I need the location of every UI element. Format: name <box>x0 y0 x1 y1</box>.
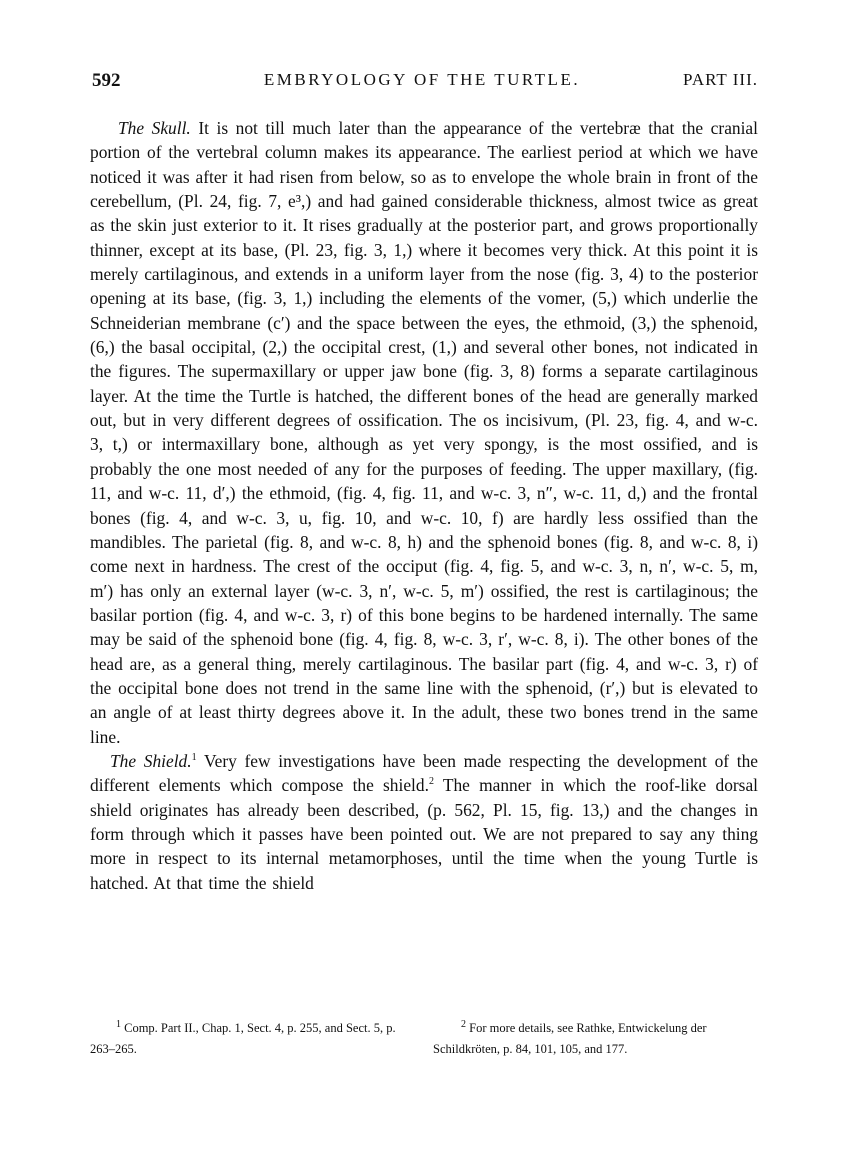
footnote-text: For more details, see Rathke, Entwickelung der Schildkröten, p. 84, 101, 105, and 177. <box>433 1021 707 1056</box>
paragraph-text: Very few investigations have been made respecting the development of the different elements which compose the shield. <box>90 750 758 796</box>
running-title: EMBRYOLOGY OF THE TURTLE. <box>263 70 581 89</box>
section-heading-skull: The Skull. <box>118 118 191 138</box>
footnote-mark: 1 <box>116 1018 121 1030</box>
paragraph-text: The manner in which the roof-like dorsal shield originates has already been described, (p. 562, Pl. 15, fig. 13,) and the changes in form through which it passes have been pointed out. We are not prepared to say any thing more in respect to its internal metamorphoses, until the time when the young Turtle is hatched. At that time the shield <box>90 775 758 893</box>
section-heading-shield: The Shield. <box>110 750 192 771</box>
paragraph-text: It is not till much later than the appearance of the vertebræ that the cranial portion of the vertebral column makes its appearance. The earliest period at which we have noticed it was after it had risen from below, so as to envelope the whole brain in front of the cerebellum, (Pl. 24, fig. 7, e³,) and had gained considerable thickness, almost twice as great as the skin just exterior to it. It rises gradually at the posterior part, and grows proportionally thinner, except at its base, (Pl. 23, fig. 3, 1,) where it becomes very thick. At this point it is merely cartilaginous, and extends in a uniform layer from the nose (fig. 3, 4) to the posterior opening at its base, (fig. 3, 1,) including the elements of the vomer, (5,) which underlie the Schneiderian membrane (c′) and the space between the eyes, the ethmoid, (3,) the sphenoid, (6,) the basal occipital, (2,) the occipital crest, (1,) and several other bones, not indicated in the figures. The supermaxillary or upper jaw bone (fig. 3, 8) forms a separate cartilaginous layer. At the time the Turtle is hatched, the different bones of the head are generally marked out, but in very different degrees of ossification. The os incisivum, (Pl. 23, fig. 4, and w-c. 3, t,) or intermaxillary bone, although as yet very spongy, is the most ossified, and is probably the one most needed of any for the purposes of feeding. The upper maxillary, (fig. 11, and w-c. 11, d′,) the ethmoid, (fig. 4, fig. 11, and w-c. 3, n″, w-c. 11, d,) and the frontal bones (fig. 4, and w-c. 3, u, fig. 10, and w-c. 10, f) are hardly less ossified than the mandibles. The parietal (fig. 8, and w-c. 8, h) and the sphenoid bones (fig. 8, and w-c. 8, i) come next in hardness. The crest of the occiput (fig. 4, fig. 5, and w-c. 3, n, n′, w-c. 5, m, m′) has only an external layer (w-c. 3, n′, w-c. 5, m′) ossified, the rest is cartilaginous; the basilar portion (fig. 4, and w-c. 3, r) of this bone begins to be hardened internally. The same may be said of the sphenoid bone (fig. 4, fig. 8, w-c. 3, r′, w-c. 8, i). The other bones of the head are, as a general thing, merely cartilaginous. The basilar part (fig. 4, and w-c. 3, r) of the occipital bone does not trend in the same line with the sphenoid, (r′,) but is elevated to an angle of at least thirty degrees above it. In the adult, these two bones trend in the same line. <box>90 118 758 747</box>
footnote-text: Comp. Part II., Chap. 1, Sect. 4, p. 255, and Sect. 5, p. 263–265. <box>90 1021 396 1056</box>
page-number: 592 <box>92 70 121 91</box>
footnotes <box>90 1018 758 1060</box>
page-header <box>86 70 758 94</box>
part-label: PART III. <box>682 70 758 89</box>
body-text <box>90 116 758 895</box>
footnote-ref: 1 <box>191 752 197 764</box>
paragraph-shield <box>90 749 758 895</box>
footnote-ref: 2 <box>428 776 434 788</box>
paragraph-skull <box>90 116 758 749</box>
footnote-1 <box>90 1018 410 1060</box>
footnote-mark: 2 <box>461 1018 466 1030</box>
footnote-2 <box>433 1018 758 1060</box>
